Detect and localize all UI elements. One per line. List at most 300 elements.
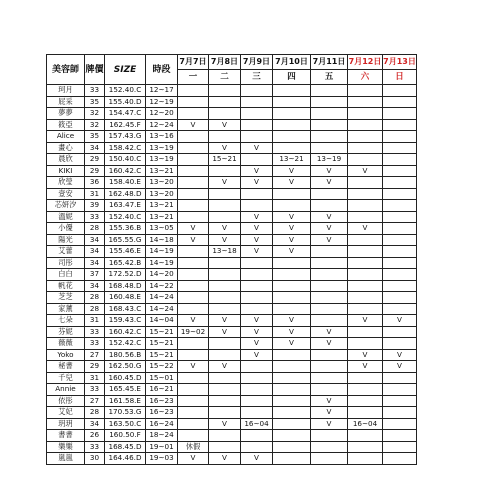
cell-availability: V [209,418,241,430]
cell-availability [241,280,273,292]
cell-size: 162.48.D [105,188,146,200]
cell-availability: V [273,165,311,177]
col-header-date: 7月7日 [178,55,209,70]
table-row [47,384,417,396]
table-row [47,246,417,258]
table-row [47,234,417,246]
cell-availability [209,96,241,108]
cell-availability [209,407,241,419]
cell-availability: V [178,315,209,327]
cell-availability [273,430,311,442]
cell-availability [383,142,417,154]
cell-availability [178,384,209,396]
cell-availability [383,96,417,108]
cell-availability: V [241,349,273,361]
cell-availability [241,188,273,200]
cell-availability [241,303,273,315]
cell-availability [311,142,348,154]
cell-time: 19~01 [146,441,178,453]
cell-availability: V [273,211,311,223]
cell-size: 157.43.G [105,131,146,143]
cell-availability [311,303,348,315]
schedule-table [46,54,417,465]
cell-availability [348,211,383,223]
cell-price: 28 [85,292,105,304]
col-header-date: 7月10日 [273,55,311,70]
cell-availability: V [311,407,348,419]
cell-time: 14~19 [146,246,178,258]
cell-availability: 16~04 [241,418,273,430]
cell-price: 34 [85,280,105,292]
cell-availability [311,269,348,281]
cell-availability: V [348,165,383,177]
cell-availability [348,108,383,120]
cell-availability [311,372,348,384]
cell-price: 34 [85,234,105,246]
cell-availability [311,257,348,269]
cell-price: 32 [85,119,105,131]
cell-availability [209,395,241,407]
cell-availability [241,96,273,108]
table-row [47,165,417,177]
cell-time: 13~20 [146,188,178,200]
cell-availability [209,292,241,304]
cell-availability [383,303,417,315]
cell-availability: 13~19 [311,154,348,166]
cell-availability [383,211,417,223]
cell-availability [178,338,209,350]
cell-time: 13~16 [146,131,178,143]
cell-availability: V [178,234,209,246]
cell-availability [383,131,417,143]
cell-availability [348,395,383,407]
cell-availability [178,349,209,361]
cell-name: 樂樂 [47,441,85,453]
col-header-date: 7月11日 [311,55,348,70]
cell-name: 帆花 [47,280,85,292]
cell-availability [348,292,383,304]
cell-size: 168.48.D [105,280,146,292]
cell-time: 13~21 [146,211,178,223]
cell-availability: 19~02 [178,326,209,338]
cell-availability [383,418,417,430]
cell-name: Yoko [47,349,85,361]
cell-availability [178,154,209,166]
cell-availability [311,430,348,442]
cell-availability [383,326,417,338]
cell-price: 35 [85,131,105,143]
cell-size: 152.40.C [105,85,146,97]
cell-availability [348,280,383,292]
table-row [47,119,417,131]
table-row [47,326,417,338]
cell-price: 34 [85,142,105,154]
cell-availability [348,338,383,350]
cell-name: 艾蕾 [47,246,85,258]
cell-size: 163.50.C [105,418,146,430]
cell-name: Annie [47,384,85,396]
cell-name: 欣瑩 [47,177,85,189]
cell-time: 16~21 [146,384,178,396]
cell-availability: V [209,453,241,465]
cell-availability [273,142,311,154]
table-row [47,280,417,292]
cell-availability [209,211,241,223]
col-header-weekday: 一 [178,70,209,85]
schedule-body [47,85,417,465]
cell-availability [383,338,417,350]
cell-time: 13~19 [146,154,178,166]
cell-size: 160.42.C [105,326,146,338]
cell-size: 162.45.F [105,119,146,131]
cell-availability [383,119,417,131]
table-row [47,142,417,154]
cell-availability [209,85,241,97]
cell-price: 33 [85,384,105,396]
cell-availability [209,303,241,315]
cell-availability [383,395,417,407]
cell-availability [348,441,383,453]
table-row [47,407,417,419]
col-header-weekday: 二 [209,70,241,85]
cell-availability [178,211,209,223]
cell-availability [273,108,311,120]
cell-availability: V [209,223,241,235]
cell-availability [209,430,241,442]
cell-availability: V [178,223,209,235]
cell-availability [311,96,348,108]
cell-availability [209,349,241,361]
cell-availability [311,108,348,120]
cell-name: 夢夢 [47,108,85,120]
cell-availability [178,131,209,143]
cell-name: 千兒 [47,372,85,384]
cell-availability [241,154,273,166]
cell-availability [209,280,241,292]
cell-availability [348,257,383,269]
cell-availability [383,154,417,166]
cell-name: 司彤 [47,257,85,269]
col-header-price: 牌價 [85,55,105,85]
cell-availability [273,361,311,373]
cell-availability [209,441,241,453]
cell-availability [383,108,417,120]
cell-availability [273,441,311,453]
cell-time: 12~17 [146,85,178,97]
col-header-weekday: 日 [383,70,417,85]
cell-availability [209,131,241,143]
cell-availability [241,384,273,396]
cell-time: 14~24 [146,303,178,315]
cell-size: 158.42.C [105,142,146,154]
cell-availability [209,188,241,200]
cell-size: 161.58.E [105,395,146,407]
cell-availability [311,441,348,453]
col-header-weekday: 四 [273,70,311,85]
cell-size: 170.53.G [105,407,146,419]
cell-name: 溫妮 [47,211,85,223]
cell-availability: V [273,234,311,246]
cell-name: 家薰 [47,303,85,315]
cell-time: 14~20 [146,269,178,281]
cell-availability: V [348,223,383,235]
table-row [47,108,417,120]
cell-time: 14~24 [146,292,178,304]
cell-availability [348,85,383,97]
table-row [47,292,417,304]
col-header-time: 時段 [146,55,178,85]
cell-availability [348,384,383,396]
col-header-weekday: 六 [348,70,383,85]
cell-availability [178,246,209,258]
table-row [47,430,417,442]
cell-name: 珂月 [47,85,85,97]
cell-availability [383,188,417,200]
cell-availability: V [311,177,348,189]
cell-availability [178,165,209,177]
cell-availability: V [311,234,348,246]
cell-availability [273,119,311,131]
cell-name: 白白 [47,269,85,281]
cell-availability [311,280,348,292]
cell-availability [178,407,209,419]
cell-size: 165.55.G [105,234,146,246]
cell-availability: 13~21 [273,154,311,166]
cell-time: 18~24 [146,430,178,442]
cell-availability [311,131,348,143]
cell-price: 31 [85,188,105,200]
cell-availability [273,349,311,361]
cell-availability: V [241,338,273,350]
cell-size: 160.42.C [105,165,146,177]
cell-availability [348,188,383,200]
cell-availability [273,257,311,269]
cell-availability [241,200,273,212]
cell-name: 嵐嵐 [47,453,85,465]
cell-availability [178,430,209,442]
cell-name: KIKI [47,165,85,177]
cell-size: 163.47.E [105,200,146,212]
cell-availability: V [209,326,241,338]
cell-availability [348,142,383,154]
cell-availability [273,280,311,292]
cell-availability: V [273,315,311,327]
col-header-date: 7月8日 [209,55,241,70]
cell-availability [241,269,273,281]
cell-availability: V [273,338,311,350]
cell-availability [383,441,417,453]
cell-size: 164.46.D [105,453,146,465]
cell-availability [241,361,273,373]
cell-availability: V [178,119,209,131]
cell-availability [311,453,348,465]
cell-time: 14~22 [146,280,178,292]
cell-price: 32 [85,108,105,120]
cell-price: 33 [85,211,105,223]
cell-availability [241,372,273,384]
cell-time: 12~20 [146,108,178,120]
cell-availability: V [241,177,273,189]
cell-availability [273,200,311,212]
cell-size: 160.50.F [105,430,146,442]
cell-size: 168.43.C [105,303,146,315]
cell-name: 七朵 [47,315,85,327]
cell-availability: V [311,326,348,338]
table-row [47,361,417,373]
cell-availability [178,372,209,384]
cell-availability [273,269,311,281]
cell-availability [348,372,383,384]
cell-price: 33 [85,441,105,453]
cell-size: 158.40.E [105,177,146,189]
cell-availability: 休假 [178,441,209,453]
cell-availability: V [383,361,417,373]
cell-availability [241,441,273,453]
cell-availability [383,453,417,465]
cell-availability: 16~04 [348,418,383,430]
cell-size: 159.43.C [105,315,146,327]
cell-availability [178,188,209,200]
cell-availability: V [241,453,273,465]
cell-availability [241,395,273,407]
cell-availability [348,407,383,419]
cell-availability: V [241,211,273,223]
table-row [47,269,417,281]
cell-availability: V [241,315,273,327]
cell-availability [383,280,417,292]
cell-availability: V [383,349,417,361]
cell-price: 29 [85,154,105,166]
cell-availability [178,303,209,315]
cell-availability [178,108,209,120]
table-row [47,453,417,465]
cell-name: 秘書 [47,361,85,373]
cell-name: 依彤 [47,395,85,407]
cell-availability [178,292,209,304]
cell-availability [311,119,348,131]
cell-availability [273,453,311,465]
cell-time: 15~22 [146,361,178,373]
cell-size: 155.36.B [105,223,146,235]
cell-availability [383,200,417,212]
cell-availability [209,372,241,384]
cell-availability [348,177,383,189]
cell-availability [383,246,417,258]
cell-availability [383,269,417,281]
cell-availability [273,292,311,304]
cell-price: 35 [85,96,105,108]
cell-price: 37 [85,269,105,281]
header-row-dates [47,55,417,70]
cell-availability: V [241,142,273,154]
cell-size: 165.42.B [105,257,146,269]
cell-availability [383,407,417,419]
cell-availability: V [209,142,241,154]
cell-name: 晨欣 [47,154,85,166]
cell-availability [348,246,383,258]
cell-availability [383,384,417,396]
cell-availability: V [209,119,241,131]
cell-time: 19~03 [146,453,178,465]
table-row [47,372,417,384]
cell-size: 160.45.D [105,372,146,384]
cell-size: 155.46.E [105,246,146,258]
table-row [47,338,417,350]
cell-time: 15~21 [146,349,178,361]
table-row [47,441,417,453]
table-row [47,395,417,407]
cell-availability [178,85,209,97]
cell-size: 172.52.D [105,269,146,281]
cell-availability: V [348,349,383,361]
table-row [47,223,417,235]
cell-time: 14~19 [146,257,178,269]
cell-size: 162.50.G [105,361,146,373]
cell-price: 27 [85,395,105,407]
cell-time: 12~24 [146,119,178,131]
cell-price: 28 [85,223,105,235]
cell-size: 152.42.C [105,338,146,350]
cell-availability [348,269,383,281]
cell-availability [209,200,241,212]
cell-time: 13~21 [146,200,178,212]
cell-name: 畫心 [47,142,85,154]
table-row [47,211,417,223]
cell-availability [383,430,417,442]
cell-availability [209,269,241,281]
table-row [47,257,417,269]
cell-name: 筱亞 [47,119,85,131]
cell-time: 13~21 [146,165,178,177]
cell-availability [273,418,311,430]
cell-availability [178,142,209,154]
cell-availability: V [209,177,241,189]
cell-availability [209,338,241,350]
cell-availability: V [311,418,348,430]
cell-availability [178,269,209,281]
cell-availability: V [241,234,273,246]
cell-name: Alice [47,131,85,143]
cell-availability [273,395,311,407]
cell-price: 33 [85,338,105,350]
cell-availability: V [209,315,241,327]
cell-name: 芯妍汐 [47,200,85,212]
cell-availability [241,407,273,419]
cell-availability [209,384,241,396]
cell-name: 書書 [47,430,85,442]
cell-availability [311,315,348,327]
cell-price: 34 [85,418,105,430]
cell-time: 13~05 [146,223,178,235]
cell-price: 28 [85,303,105,315]
cell-size: 160.48.E [105,292,146,304]
cell-time: 15~21 [146,338,178,350]
table-row [47,418,417,430]
cell-price: 36 [85,177,105,189]
col-header-weekday: 五 [311,70,348,85]
cell-availability [241,85,273,97]
cell-availability [348,131,383,143]
cell-availability [273,372,311,384]
cell-name: 芝芝 [47,292,85,304]
cell-availability [383,165,417,177]
cell-price: 27 [85,349,105,361]
cell-availability [348,96,383,108]
cell-name: 玥玥 [47,418,85,430]
cell-size: 168.45.D [105,441,146,453]
table-row [47,315,417,327]
cell-price: 30 [85,453,105,465]
